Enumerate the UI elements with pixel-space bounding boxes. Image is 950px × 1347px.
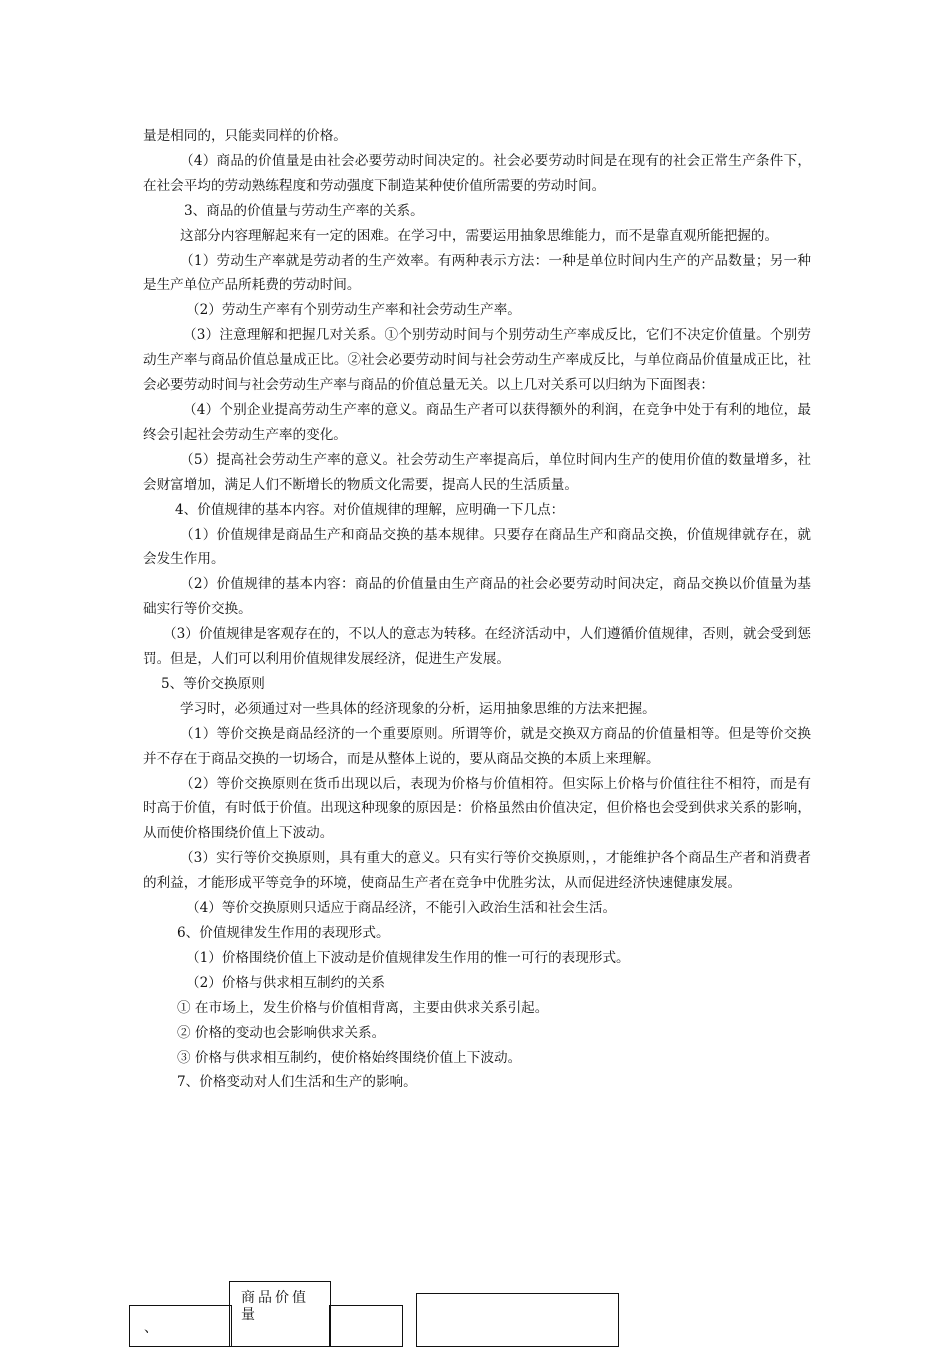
paragraph: （2）价值规律的基本内容：商品的价值量由生产商品的社会必要劳动时间决定，商品交换以价值量为基础实行等价交换。 <box>143 576 811 618</box>
paragraph: （4）等价交换原则只适应于商品经济，不能引入政治生活和社会生活。 <box>186 900 617 917</box>
section-heading: 4、价值规律的基本内容。对价值规律的理解，应明确一下几点： <box>175 501 565 518</box>
diagram-box-far-right <box>416 1293 619 1347</box>
paragraph: （2）劳动生产率有个别劳动生产率和社会劳动生产率。 <box>186 302 521 319</box>
paragraph: （2）等价交换原则在货币出现以后，表现为价格与价值相符。但实际上价格与价值往往不相符，而是有时高于价值，有时低于价值。出现这种现象的原因是：价格虽然由价值决定，但价格也会受到供求关系的影响，从而使价格围绕价值上下波动。 <box>143 775 811 842</box>
paragraph: （3）注意理解和把握几对关系。①个别劳动时间与个别劳动生产率成反比，它们不决定价值量。个别劳动生产率与商品价值总量成正比。②社会必要劳动时间与社会劳动生产率成反比，与单位商品价值量成正比，社会必要劳动时间与社会劳动生产率与商品的价值总量无关。以上几对关系可以归纳为下面图表： <box>143 327 811 394</box>
diagram-box-right <box>329 1305 403 1347</box>
section-heading: 7、价格变动对人们生活和生产的影响。 <box>177 1074 417 1091</box>
paragraph: 量是相同的，只能卖同样的价格。 <box>143 128 347 144</box>
section-heading: 3、商品的价值量与劳动生产率的关系。 <box>184 202 424 219</box>
document-body <box>143 124 811 1095</box>
paragraph: 学习时，必须通过对一些具体的经济现象的分析，运用抽象思维的方法来把握。 <box>180 700 656 717</box>
paragraph: 这部分内容理解起来有一定的困难。在学习中，需要运用抽象思维能力，而不是靠直观所能把握的。 <box>180 227 779 244</box>
paragraph: （1）价值规律是商品生产和商品交换的基本规律。只要存在商品生产和商品交换，价值规律就存在，就会发生作用。 <box>143 526 811 568</box>
list-item: ① 在市场上，发生价格与价值相背离，主要由供求关系引起。 <box>177 999 549 1016</box>
section-heading: 5、等价交换原则 <box>161 675 265 692</box>
paragraph: （1）劳动生产率就是劳动者的生产效率。有两种表示方法：一种是单位时间内生产的产品数量；另一种是生产单位产品所耗费的劳动时间。 <box>143 252 811 294</box>
list-item: ② 价格的变动也会影响供求关系。 <box>177 1024 386 1041</box>
paragraph: （4）个别企业提高劳动生产率的意义。商品生产者可以获得额外的利润，在竞争中处于有利的地位，最终会引起社会劳动生产率的变化。 <box>143 401 811 443</box>
paragraph: （3）价值规律是客观存在的，不以人的意志为转移。在经济活动中，人们遵循价值规律，否则，就会受到惩罚。但是，人们可以利用价值规律发展经济，促进生产发展。 <box>143 626 811 668</box>
list-item: ③ 价格与供求相互制约，使价格始终围绕价值上下波动。 <box>177 1049 522 1066</box>
paragraph: （5）提高社会劳动生产率的意义。社会劳动生产率提高后，单位时间内生产的使用价值的数量增多，社会财富增加，满足人们不断增长的物质文化需要，提高人民的生活质量。 <box>143 451 811 493</box>
paragraph: （2）价格与供求相互制约的关系 <box>186 974 385 991</box>
paragraph: （4）商品的价值量是由社会必要劳动时间决定的。社会必要劳动时间是在现有的社会正常生产条件下，在社会平均的劳动熟练程度和劳动强度下制造某种使价值所需要的劳动时间。 <box>143 152 811 194</box>
paragraph: （1）等价交换是商品经济的一个重要原则。所谓等价，就是交换双方商品的价值量相等。但是等价交换并不存在于商品交换的一切场合，而是从整体上说的，要从商品交换的本质上来理解。 <box>143 725 811 767</box>
diagram-box-label: 、 <box>144 1320 158 1336</box>
diagram-box-left <box>129 1305 232 1347</box>
paragraph: （1）价格围绕价值上下波动是价值规律发生作用的惟一可行的表现形式。 <box>186 949 630 966</box>
section-heading: 6、价值规律发生作用的表现形式。 <box>177 925 390 941</box>
diagram-box-value <box>229 1281 331 1347</box>
diagram-box-label: 商品价值量 <box>241 1290 309 1323</box>
paragraph: （3）实行等价交换原则，具有重大的意义。只有实行等价交换原则，，才能维护各个商品生产者和消费者的利益，才能形成平等竞争的环境，使商品生产者在竞争中优胜劣汰，从而促进经济快速健康发展。 <box>143 850 811 892</box>
